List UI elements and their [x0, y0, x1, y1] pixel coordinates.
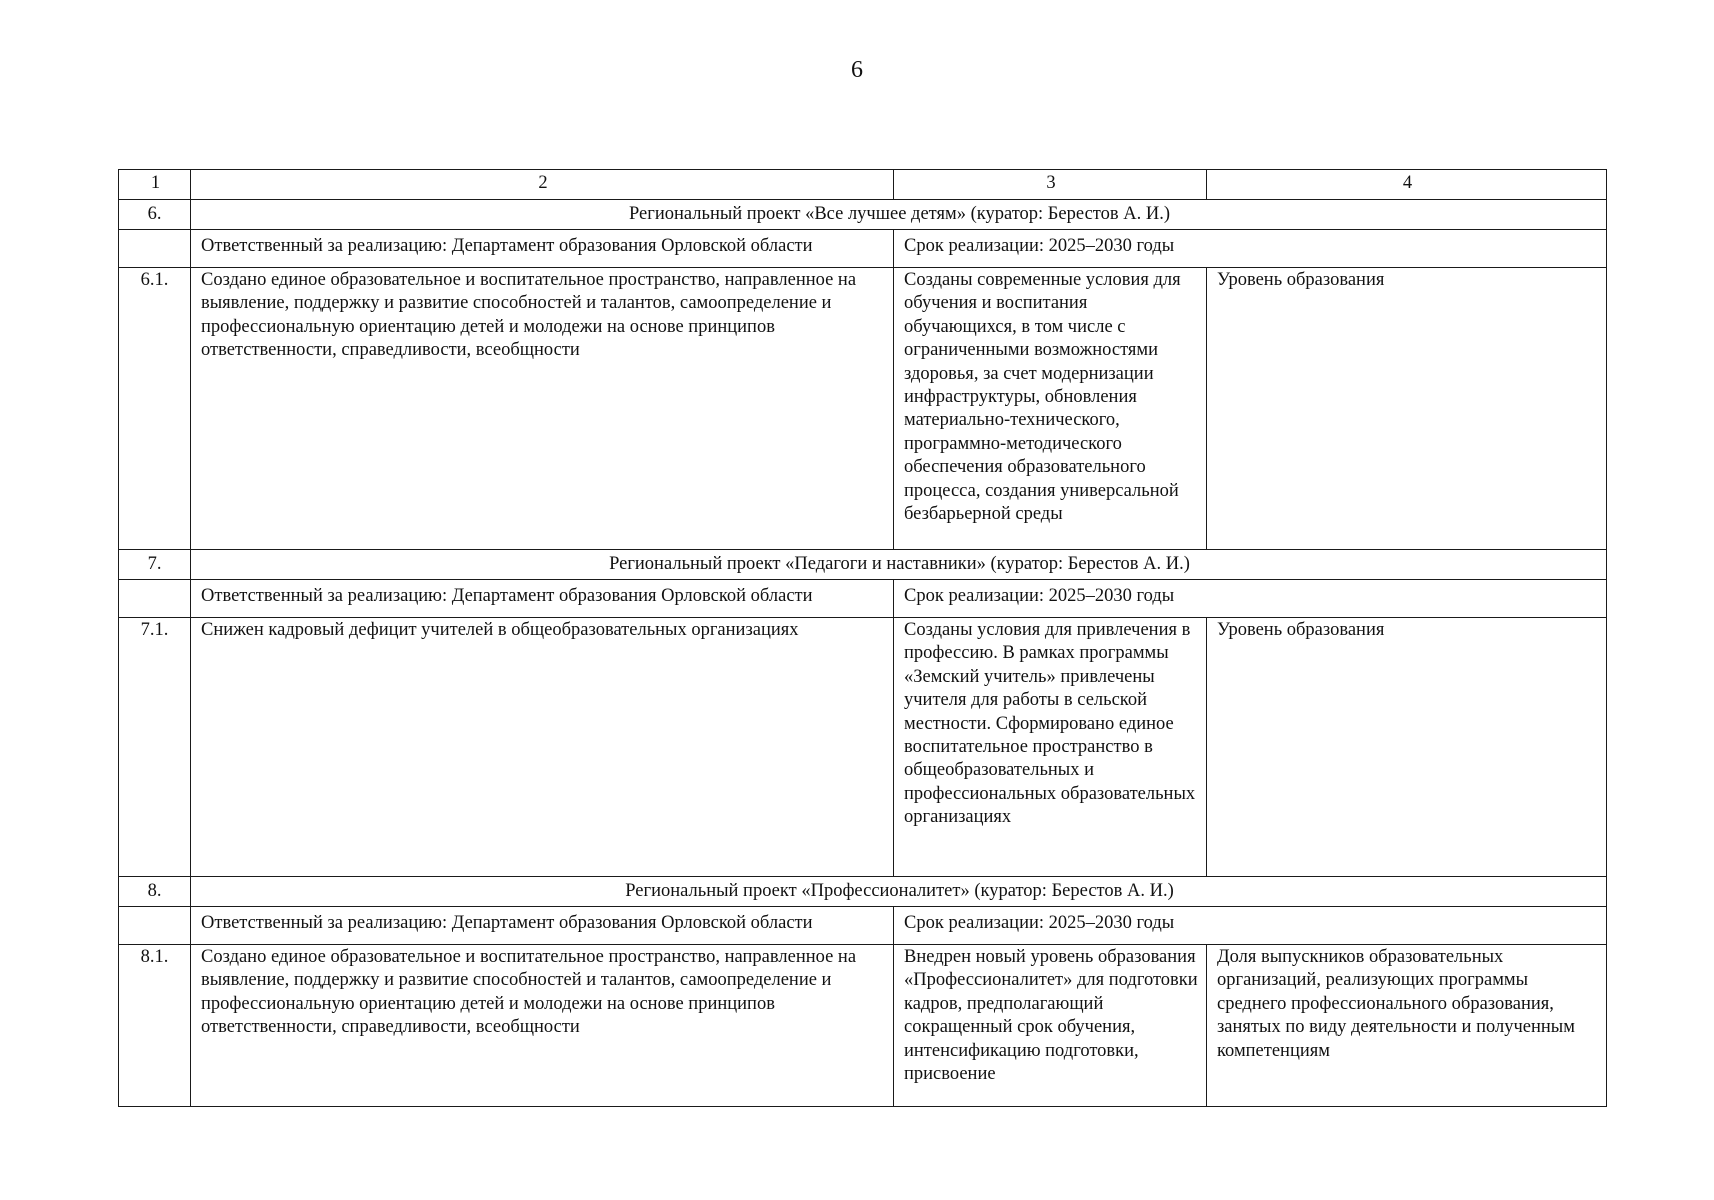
item-result: Созданы современные условия для обучения и воспитания обучающихся, в том числе с ограниченными возможностями здоровья, за счет модернизации инфраструктуры, обновления материально-технического, программно-методического обеспечения образовательного процесса, создания универсальной безбарьерной среды	[894, 268, 1207, 550]
project-number: 6.	[119, 200, 191, 230]
item-result: Созданы условия для привлечения в профессию. В рамках программы «Земский учитель» привлечены учителя для работы в сельской местности. Сформировано единое воспитательное пространство в общеобразовательных и профессиональных образовательных организациях	[894, 618, 1207, 877]
responsible-row-6	[119, 230, 1607, 268]
item-row-6-1	[119, 268, 1607, 550]
project-row-7	[119, 550, 1607, 580]
projects-table	[118, 169, 1607, 1107]
item-number: 8.1.	[119, 945, 191, 1107]
column-header-2: 2	[191, 170, 894, 200]
item-task: Создано единое образовательное и воспитательное пространство, направленное на выявление, поддержку и развитие способностей и талантов, самоопределение и профессиональную ориентацию детей и молодежи на основе принципов ответственности, справедливости, всеобщности	[191, 268, 894, 550]
empty-cell	[119, 580, 191, 618]
project-title: Региональный проект «Все лучшее детям» (куратор: Берестов А. И.)	[191, 200, 1607, 230]
project-title: Региональный проект «Профессионалитет» (куратор: Берестов А. И.)	[191, 877, 1607, 907]
project-number: 8.	[119, 877, 191, 907]
column-header-1: 1	[119, 170, 191, 200]
term-cell: Срок реализации: 2025–2030 годы	[894, 580, 1607, 618]
item-indicator: Уровень образования	[1207, 618, 1607, 877]
item-row-7-1	[119, 618, 1607, 877]
empty-cell	[119, 907, 191, 945]
responsible-row-7	[119, 580, 1607, 618]
term-cell: Срок реализации: 2025–2030 годы	[894, 907, 1607, 945]
column-header-row	[119, 170, 1607, 200]
responsible-cell: Ответственный за реализацию: Департамент образования Орловской области	[191, 580, 894, 618]
item-task: Создано единое образовательное и воспитательное пространство, направленное на выявление, поддержку и развитие способностей и талантов, самоопределение и профессиональную ориентацию детей и молодежи на основе принципов ответственности, справедливости, всеобщности	[191, 945, 894, 1107]
item-row-8-1	[119, 945, 1607, 1107]
project-row-8	[119, 877, 1607, 907]
item-number: 6.1.	[119, 268, 191, 550]
item-number: 7.1.	[119, 618, 191, 877]
column-header-4: 4	[1207, 170, 1607, 200]
item-indicator: Уровень образования	[1207, 268, 1607, 550]
project-title: Региональный проект «Педагоги и наставники» (куратор: Берестов А. И.)	[191, 550, 1607, 580]
term-cell: Срок реализации: 2025–2030 годы	[894, 230, 1607, 268]
page-number: 6	[851, 57, 863, 83]
responsible-cell: Ответственный за реализацию: Департамент образования Орловской области	[191, 907, 894, 945]
item-indicator: Доля выпускников образовательных организаций, реализующих программы среднего профессионального образования, занятых по виду деятельности и полученным компетенциям	[1207, 945, 1607, 1107]
column-header-3: 3	[894, 170, 1207, 200]
item-task: Снижен кадровый дефицит учителей в общеобразовательных организациях	[191, 618, 894, 877]
project-number: 7.	[119, 550, 191, 580]
responsible-cell: Ответственный за реализацию: Департамент образования Орловской области	[191, 230, 894, 268]
item-result: Внедрен новый уровень образования «Профессионалитет» для подготовки кадров, предполагающий сокращенный срок обучения, интенсификацию подготовки, присвоение	[894, 945, 1207, 1107]
project-row-6	[119, 200, 1607, 230]
empty-cell	[119, 230, 191, 268]
responsible-row-8	[119, 907, 1607, 945]
